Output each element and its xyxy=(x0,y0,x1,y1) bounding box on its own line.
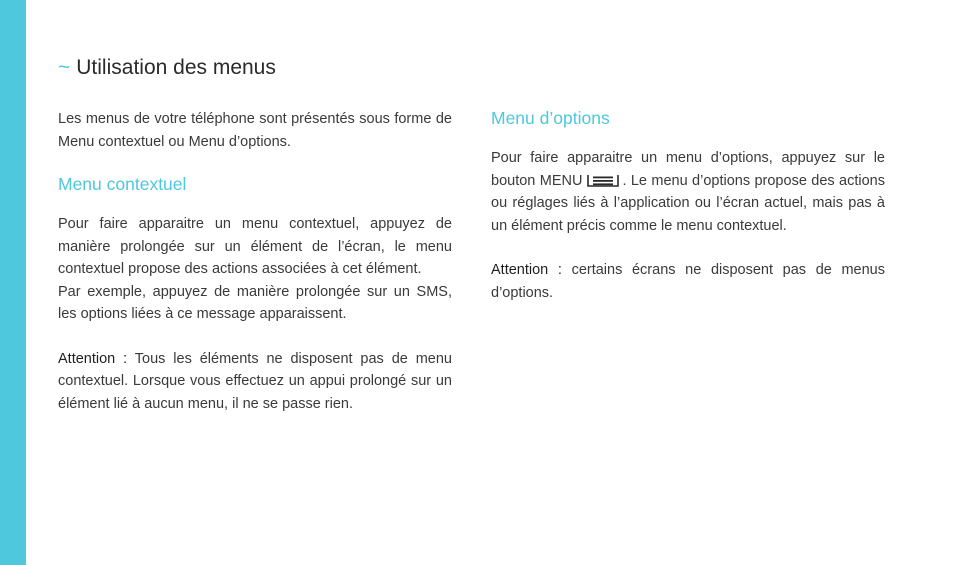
contextual-attention xyxy=(58,348,452,416)
options-paragraph xyxy=(491,147,885,237)
options-text-before: Pour faire apparaitre un menu d’options, appuyez sur le bouton MENU xyxy=(491,150,885,189)
contextual-paragraph-1: Pour faire apparaitre un menu contextuel, appuyez de manière prolongée sur un élément de l’écran, le menu contextuel propose des actions associées à cet élément. xyxy=(58,216,452,277)
spacer xyxy=(491,237,885,259)
left-column xyxy=(58,108,452,415)
title-tilde: ~ xyxy=(58,56,71,79)
right-column xyxy=(491,108,885,304)
title-text: Utilisation des menus xyxy=(76,56,276,79)
attention-text: Tous les éléments ne disposent pas de menu contextuel. Lorsque vous effectuez un appui prolongé sur un élément lié à aucun menu, il ne se passe rien. xyxy=(58,350,452,412)
heading-menu-options: Menu d’options xyxy=(491,108,610,128)
heading-menu-contextuel: Menu contextuel xyxy=(58,174,187,194)
attention-label: Attention : xyxy=(58,350,128,367)
side-accent-bar xyxy=(0,0,26,565)
page-title xyxy=(58,56,276,80)
options-text-after: . Le menu d’options propose des actions ou réglages liés à l’application ou l’écran actuel, mais pas à un élément précis comme le menu contextuel. xyxy=(491,172,885,234)
options-attention xyxy=(491,259,885,304)
intro-paragraph: Les menus de votre téléphone sont présentés sous forme de Menu contextuel ou Menu d’options. xyxy=(58,111,452,150)
spacer xyxy=(58,326,452,348)
contextual-paragraph-2: Par exemple, appuyez de manière prolongée sur un SMS, les options liées à ce message apparaissent. xyxy=(58,283,452,322)
attention-label: Attention : xyxy=(491,262,562,278)
menu-key-icon xyxy=(586,174,620,187)
attention-text: certains écrans ne disposent pas de menus d’options. xyxy=(491,262,885,301)
